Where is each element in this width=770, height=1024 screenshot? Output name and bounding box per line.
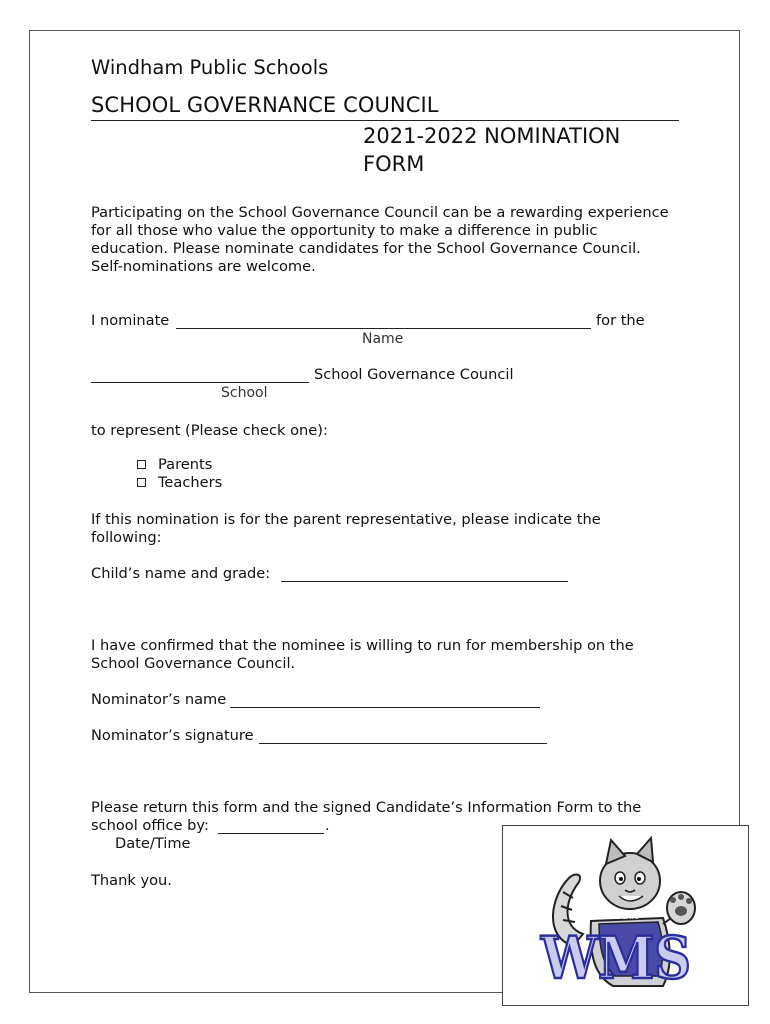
return-period: . [325, 817, 330, 834]
teachers-option-label: Teachers [158, 474, 223, 491]
organization-name: Windham Public Schools [91, 56, 329, 79]
school-caption: School [221, 385, 268, 401]
nominator-name-label: Nominator’s name [91, 691, 227, 708]
parents-checkbox[interactable] [137, 460, 146, 469]
child-label: Child’s name and grade: [91, 565, 271, 582]
intro-paragraph: Participating on the School Governance Council can be a rewarding experience for all those who value the opportunity to make a difference in public education. Please nominate candidates for the School Governance Council. Self-nominations are welcome. [91, 204, 669, 275]
nominate-prefix: I nominate [91, 312, 170, 329]
nominee-name-field[interactable] [176, 328, 591, 329]
nominate-suffix: for the [596, 312, 645, 329]
return-instruction: Please return this form and the signed Candidate’s Information Form to the [91, 799, 642, 816]
wildcat-mascot-icon [503, 826, 750, 1007]
child-name-grade-field[interactable] [281, 581, 568, 582]
nominator-name-field[interactable] [230, 707, 540, 708]
represent-prompt: to represent (Please check one): [91, 422, 328, 439]
return-date-field[interactable] [218, 833, 324, 834]
council-title: SCHOOL GOVERNANCE COUNCIL [91, 93, 439, 117]
school-field[interactable] [91, 382, 309, 383]
teachers-checkbox[interactable] [137, 478, 146, 487]
confirmation-statement: I have confirmed that the nominee is willing to run for membership on the School Governance Council. [91, 637, 634, 672]
nominator-signature-label: Nominator’s signature [91, 727, 254, 744]
form-title: 2021-2022 NOMINATION FORM [363, 124, 621, 176]
parent-note: If this nomination is for the parent representative, please indicate the following: [91, 511, 601, 546]
name-caption: Name [362, 331, 404, 347]
parents-option-label: Parents [158, 456, 213, 473]
wms-logo [502, 825, 749, 1006]
return-office-label: school office by: [91, 817, 209, 834]
date-caption: Date/Time [115, 835, 191, 852]
title-rule [91, 120, 679, 121]
thank-you: Thank you. [91, 872, 172, 889]
shirt-text: WILDCATS [603, 913, 640, 921]
council-suffix: School Governance Council [314, 366, 514, 383]
nominator-signature-field[interactable] [259, 743, 547, 744]
wms-logo-text: WMS [540, 924, 691, 992]
